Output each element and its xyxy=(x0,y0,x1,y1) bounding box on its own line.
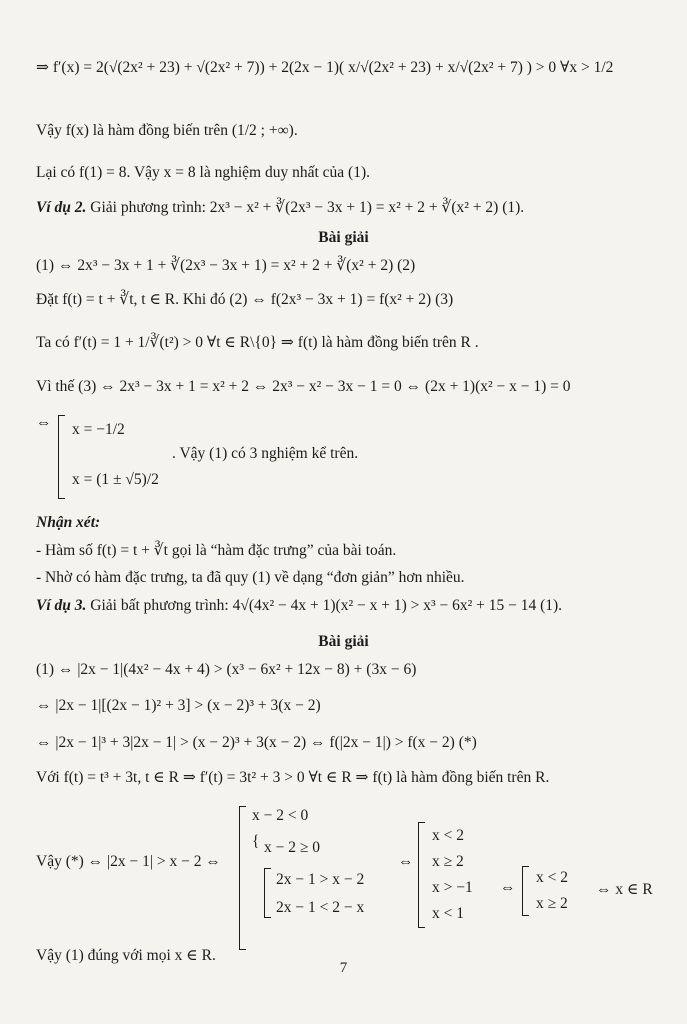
example-2-statement: Giải phương trình: 2x³ − x² + ∛(2x³ − 3x + 1) = x² + 2 + ∛(x² + 2) (1). xyxy=(86,199,525,216)
equivalence-symbol-2: ⇔ xyxy=(398,853,414,870)
equivalence-symbol-3: ⇔ xyxy=(500,879,516,896)
cases-outer-bracket xyxy=(239,806,246,950)
solution-heading-1: Bài giải xyxy=(318,229,369,246)
equation-step-2: (1) ⇔ 2x³ − 3x + 1 + ∛(2x³ − 3x + 1) = x² + 2 + ∛(x² + 2) (2) xyxy=(36,257,416,274)
equation-substitution: Đặt f(t) = t + ∛t, t ∈ R. Khi đó (2) ⇔ f(2x³ − 3x + 1) = f(x² + 2) (3) xyxy=(36,291,454,308)
remark-item-2: - Nhờ có hàm đặc trưng, ta đã quy (1) về dạng “đơn giản” hơn nhiều. xyxy=(36,569,465,586)
case-4: 2x − 1 < 2 − x xyxy=(276,899,365,916)
mid-case-1: x < 2 xyxy=(432,827,464,844)
equivalence-symbol: ⇔ xyxy=(36,414,52,431)
cases-final-bracket xyxy=(522,866,529,916)
cases-lead: Vậy (*) ⇔ |2x − 1| > x − 2 ⇔ xyxy=(36,853,221,870)
solution-2: x = (1 ± √5)/2 xyxy=(72,471,159,488)
solution-1: x = −1/2 xyxy=(72,421,125,438)
case-brace-top: { xyxy=(252,833,260,850)
inequality-step-3: ⇔ |2x − 1|³ + 3|2x − 1| > (x − 2)³ + 3(x − 2) ⇔ f(|2x − 1|) > f(x − 2) (*) xyxy=(36,734,477,751)
solution-heading-2: Bài giải xyxy=(318,633,369,650)
example-3-heading xyxy=(36,596,663,616)
function-monotonic-statement: Với f(t) = t³ + 3t, t ∈ R ⇒ f′(t) = 3t² + 3 > 0 ∀t ∈ R ⇒ f(t) là hàm đồng biến trên R. xyxy=(36,769,550,786)
equation-factorization: Vì thế (3) ⇔ 2x³ − 3x + 1 = x² + 2 ⇔ 2x³ − x² − 3x − 1 = 0 ⇔ (2x + 1)(x² − x − 1) = 0 xyxy=(36,378,571,395)
case-inner-bracket xyxy=(264,868,271,918)
solution-bracket xyxy=(58,415,65,499)
final-case-2: x ≥ 2 xyxy=(536,895,568,912)
final-result: ⇔ x ∈ R xyxy=(596,881,653,898)
example-3-label: Ví dụ 3. xyxy=(36,597,87,614)
text-unique-solution: Lại có f(1) = 8. Vậy x = 8 là nghiệm duy nhất của (1). xyxy=(36,164,370,181)
example-3-statement: Giải bất phương trình: 4√(4x² − 4x + 1)(x² − x + 1) > x³ − 6x² + 15 − 14 (1). xyxy=(86,597,563,614)
case-1: x − 2 < 0 xyxy=(252,807,309,824)
inequality-step-1: (1) ⇔ |2x − 1|(4x² − 4x + 4) > (x³ − 6x² + 12x − 8) + (3x − 6) xyxy=(36,661,417,678)
remark-item-1: - Hàm số f(t) = t + ∛t gọi là “hàm đặc trưng” của bài toán. xyxy=(36,542,397,559)
page-number: 7 xyxy=(339,960,348,976)
cases-middle-bracket xyxy=(418,822,425,928)
equation-derivative-line: ⇒ f′(x) = 2(√(2x² + 23) + √(2x² + 7)) + 2(2x − 1)( x/√(2x² + 23) + x/√(2x² + 7) ) > 0 ∀x > 1/2 xyxy=(36,59,614,76)
inequality-step-2: ⇔ |2x − 1|[(2x − 1)² + 3] > (x − 2)³ + 3(x − 2) xyxy=(36,697,321,714)
final-case-1: x < 2 xyxy=(536,869,568,886)
case-3: 2x − 1 > x − 2 xyxy=(276,871,365,888)
solution-summary: . Vậy (1) có 3 nghiệm kể trên. xyxy=(172,445,359,462)
remark-heading: Nhận xét: xyxy=(36,514,101,531)
mid-case-2: x ≥ 2 xyxy=(432,853,464,870)
example-2-label: Ví dụ 2. xyxy=(36,199,87,216)
mid-case-3: x > −1 xyxy=(432,879,473,896)
case-2: x − 2 ≥ 0 xyxy=(264,839,320,856)
example-2-heading xyxy=(36,198,663,218)
mid-case-4: x < 1 xyxy=(432,905,464,922)
equation-derivative-f: Ta có f′(t) = 1 + 1/∛(t²) > 0 ∀t ∈ R\{0} ⇒ f(t) là hàm đồng biến trên R . xyxy=(36,334,479,351)
text-conclusion-increasing: Vậy f(x) là hàm đồng biến trên (1/2 ; +∞). xyxy=(36,122,298,139)
final-conclusion: Vậy (1) đúng với mọi x ∈ R. xyxy=(36,947,216,964)
